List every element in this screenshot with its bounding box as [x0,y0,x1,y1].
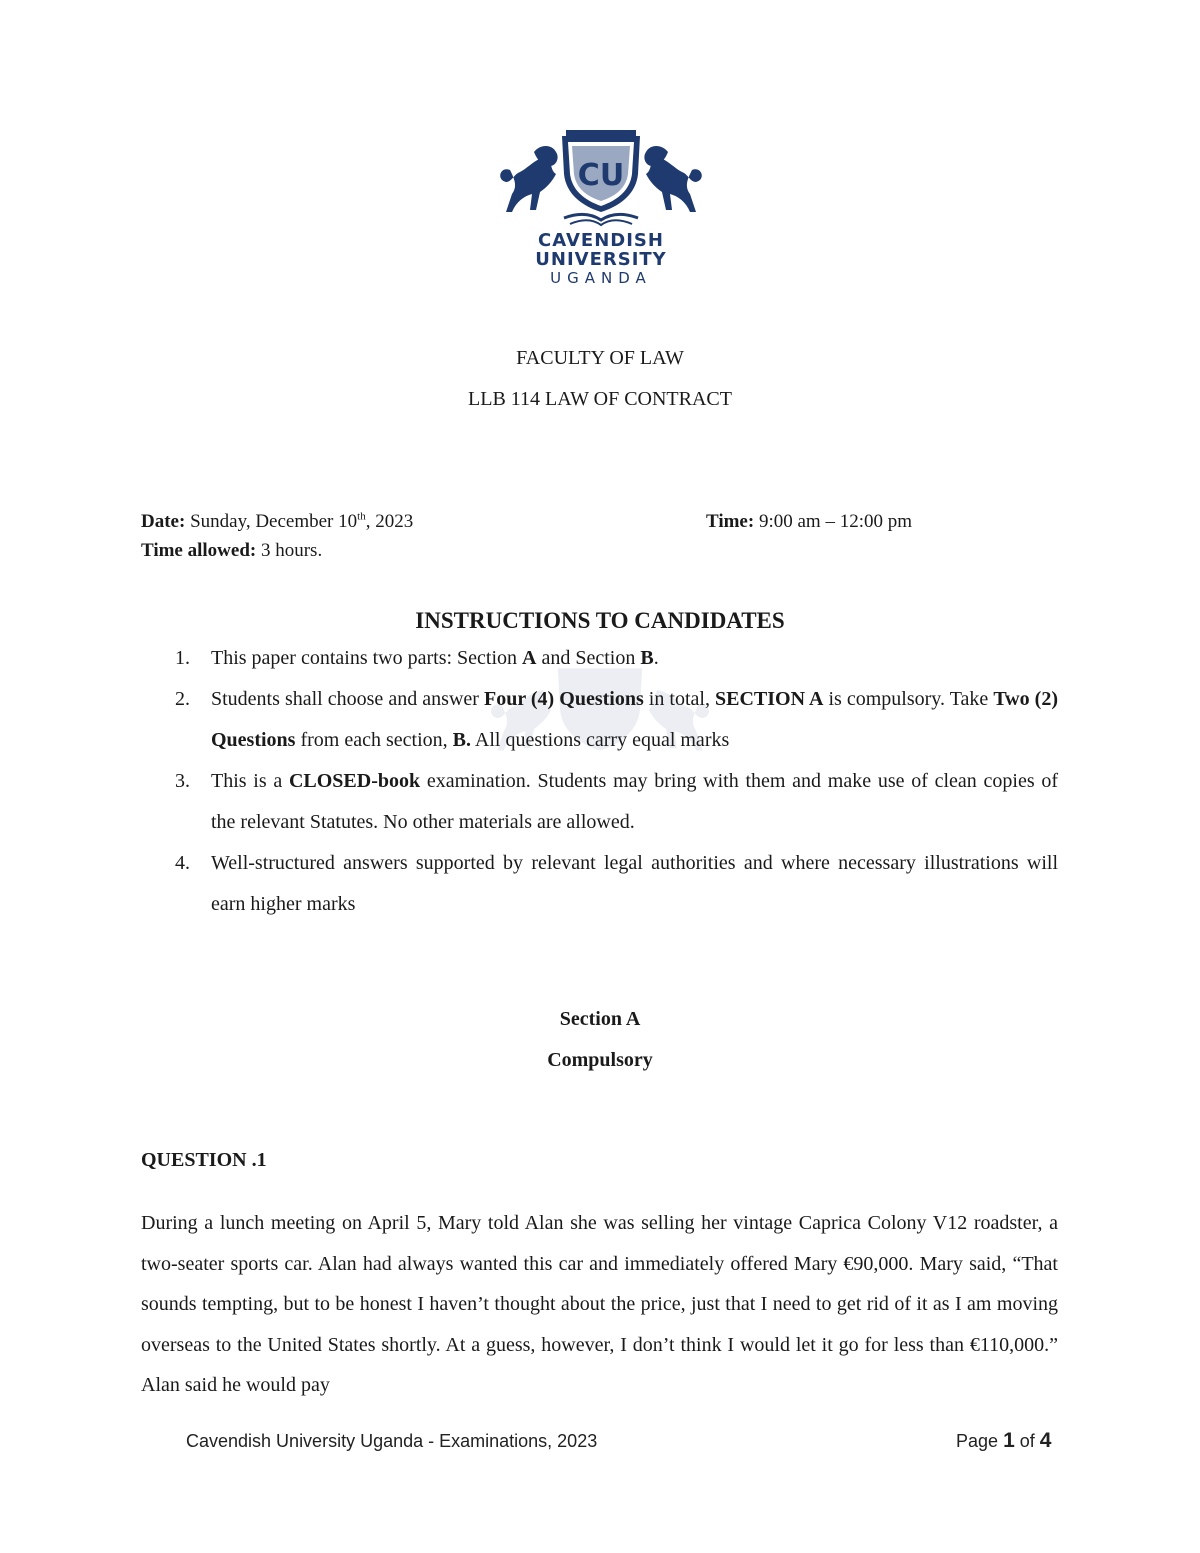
instruction-item [141,679,1058,761]
logo-text-uganda: UGANDA [550,269,652,287]
instruction-emphasis: Four (4) Questions [483,688,644,710]
instruction-text: . [653,647,659,669]
instructions-title: INSTRUCTIONS TO CANDIDATES [415,608,785,633]
crest-icon [490,122,712,227]
instruction-text: This paper contains two parts: Section [211,647,523,669]
page-number [956,1429,1051,1453]
date-year: , 2023 [365,511,414,532]
section-subtitle: Compulsory [547,1049,653,1071]
page-current: 1 [1003,1429,1015,1452]
instruction-item [141,638,1058,679]
instruction-emphasis: B [640,647,654,669]
question-heading: QUESTION .1 [141,1149,267,1171]
university-logo [490,122,712,292]
time-label: Time: [706,511,755,532]
date-value: Sunday, December 10 [190,511,358,532]
exam-date [141,511,413,533]
footer-text: Cavendish University Uganda - Examinations, 2023 [186,1431,598,1451]
date-label: Date: [141,511,186,532]
instruction-number: 2. [175,688,190,710]
of-label: of [1019,1431,1035,1451]
instruction-text: from each section, [295,729,453,751]
instruction-emphasis: CLOSED-book [288,770,421,792]
instruction-text: Students shall choose and answer [211,688,484,710]
question-text: During a lunch meeting on April 5, Mary told Alan she was selling her vintage Caprica Colony V12 roadster, a two-seater sports car. Alan had always wanted this car and immediately offered Mary €90,000. Mary said, “That sounds tempting, but to be honest I haven’t thought about the price, just that I need to get rid of it as I am moving overseas to the United States shortly. At a guess, however, I don’t think I would let it go for less than €110,000.” Alan said he would pay [141,1212,1058,1396]
instruction-emphasis: Two (2) Questions [211,688,1058,751]
instruction-number: 3. [175,770,190,792]
page-total: 4 [1039,1429,1052,1452]
time-allowed [141,540,322,562]
instruction-item [141,761,1058,843]
time-value: 9:00 am – 12:00 pm [758,511,913,532]
logo-text-university: UNIVERSITY [535,249,667,270]
date-suffix: th [357,510,366,523]
instruction-text: Well-structured answers supported by relevant legal authorities and where necessary illustrations will earn higher marks [211,852,1058,915]
course-title: LLB 114 LAW OF CONTRACT [468,388,732,410]
section-title: Section A [559,1008,641,1030]
instruction-text: and Section [536,647,641,669]
instruction-text: examination. Students may bring with them and make use of clean copies of the relevant Statutes. No other materials are allowed. [211,770,1058,833]
page-label: Page [956,1431,999,1451]
instruction-emphasis: B. [452,729,471,751]
instruction-item [141,843,1058,925]
instructions-list [141,638,1058,925]
time-allowed-value: 3 hours. [260,540,323,561]
faculty-title: FACULTY OF LAW [516,347,684,369]
exam-time [706,511,912,533]
time-allowed-label: Time allowed: [141,540,257,561]
logo-monogram: CU [577,158,625,193]
instruction-emphasis: SECTION A [715,688,824,710]
instruction-text: This is a [211,770,289,792]
instruction-number: 4. [175,852,190,874]
instruction-number: 1. [175,647,190,669]
instruction-text: All questions carry equal marks [470,729,730,751]
instruction-emphasis: A [522,647,537,669]
instruction-text: is compulsory. Take [823,688,994,710]
instruction-text: in total, [643,688,715,710]
logo-text-cavendish: CAVENDISH [538,230,664,251]
